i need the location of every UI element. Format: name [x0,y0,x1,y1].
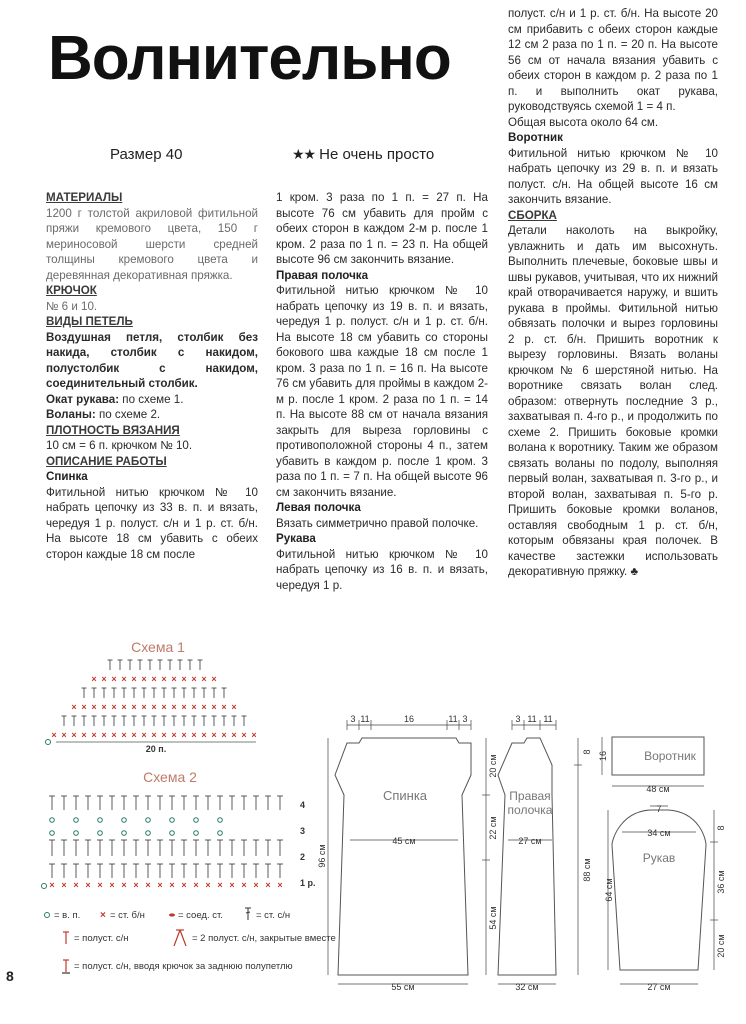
legend-stbn-icon: × [100,910,106,921]
stbn-mark: × [193,880,199,890]
sleeve-height-mid: 36 см [716,870,726,894]
star-icon: ★★ [292,146,316,162]
stbn-mark: × [73,880,79,890]
legend-vp-icon [45,913,50,918]
stbn-mark: × [121,702,127,712]
chain-loop-icon [194,831,199,836]
stbn-mark: × [191,674,197,684]
st-mark [178,660,183,670]
back-height-bottom: 54 см [488,906,498,930]
back-top-w5: 3 [462,714,468,724]
density-heading: ПЛОТНОСТЬ ВЯЗАНИЯ [46,423,180,437]
collar-text: Фитильной нитью крючком № 10 набрать цепочку из 29 в. п. и вязать полуст. с/н. На общей высоте 16 см закончить вязание. [508,146,718,206]
back-width-mid: 45 см [392,836,416,846]
st-column [205,796,211,878]
stbn-mark: × [217,880,223,890]
stbn-mark: × [161,674,167,684]
front-top-w1: 3 [515,714,521,724]
st-mark [172,688,177,698]
chain-loop-icon [122,831,127,836]
stbn-mark: × [131,674,137,684]
st-column [241,796,247,878]
page-number: 8 [6,968,14,984]
stbn-mark: × [201,674,207,684]
stbn-mark: × [71,730,77,740]
stbn-mark: × [71,702,77,712]
st-mark [172,716,177,726]
stbn-mark: × [121,880,127,890]
difficulty-text: Не очень просто [319,146,435,163]
chain-loop-icon [146,818,151,823]
legend-two-polust: = 2 полуст. с/н, закрытые вместе [192,933,336,944]
st-mark [202,716,207,726]
back-top-w4: 11 [448,714,458,724]
left-front-text: Вязать симметрично правой полочке. [276,516,479,530]
chain-loop-icon [170,818,175,823]
work-heading: ОПИСАНИЕ РАБОТЫ [46,454,167,468]
stbn-mark: × [91,702,97,712]
stbn-mark: × [101,702,107,712]
st-column [133,796,139,878]
stbn-mark: × [91,674,97,684]
legend-polust: = полуст. с/н [74,933,129,944]
st-column [193,796,199,878]
front-width-bottom: 32 см [515,982,539,992]
stbn-mark: × [169,880,175,890]
stbn-mark: × [191,702,197,712]
start-loop-icon [42,884,47,889]
st-mark [142,688,147,698]
stbn-mark: × [109,880,115,890]
front-top-w3: 11 [543,714,553,724]
stbn-mark: × [211,702,217,712]
back-height-top: 20 см [488,754,498,778]
stbn-mark: × [161,730,167,740]
st-mark [112,688,117,698]
st-mark [192,688,197,698]
stbn-mark: × [211,730,217,740]
stbn-mark: × [61,730,67,740]
front-label-1: Правая [509,789,551,803]
collar-width: 48 см [646,784,670,794]
scheme1-chart [46,660,257,745]
legend-soed-icon [169,913,175,916]
stbn-mark: × [241,730,247,740]
page-title: Волнительно [48,24,451,93]
stbn-mark: × [231,730,237,740]
st-mark [138,660,143,670]
density-text: 10 см = 6 п. крючком № 10. [46,439,193,452]
stbn-mark: × [221,730,227,740]
st-column [121,796,127,878]
stbn-mark: × [191,730,197,740]
st-mark [212,688,217,698]
st-mark [198,660,203,670]
st-column [145,796,151,878]
stbn-mark: × [133,880,139,890]
assembly-text: Детали наколоть на выкройку, увлажнить и дать им высохнуть. Выполнить плечевые, боковые швы и швы рукавов, учитывая, что их нижний край отворачивается наружу, и вшить рукава в проймы. Фитильной нитью обвязать полочки и вырез горловины 2 р. ст. б/н. Пришить воротник к вырезу горловины. Вязать воланы крючком № 6 шерстяной нитью. На воротнике связать волан след. образом: отвернуть последние 3 р., захватывая п. 4-го р., и продолжить по схеме 2. Пришить боковые кромки волана к воротнику. Таким же образом связать воланы по подолу, выполняя первый волан, захватывая п. 3-го р., и второй волан, захватывая п. 5-го р. Пришить боковые кромки воланов, оставляя свободным 1 р. ст. б/н, которым обвязаны края полочек. В качестве застежки использовать декоративную пряжку. ♣ [508,224,718,578]
stbn-mark: × [211,674,217,684]
st-mark [222,688,227,698]
st-mark [142,716,147,726]
legend-soed: = соед. ст. [178,910,223,921]
right-front-heading: Правая полочка [276,268,369,282]
st-mark [182,716,187,726]
back-text: Фитильной нитью крючком № 10 набрать цепочку из 33 в. п. и вязать, чередуя 1 р. полуст. с/н и 1 р. ст. б/н. На высоте 18 см убавить с обеих сторон каждые 18 см после [46,485,258,561]
stbn-mark: × [49,880,55,890]
st-mark [62,716,67,726]
st-mark [162,688,167,698]
hook-text: № 6 и 10. [46,299,98,313]
stbn-mark: × [241,880,247,890]
stbn-mark: × [151,702,157,712]
stbn-mark: × [131,702,137,712]
stbn-mark: × [161,702,167,712]
st-mark [162,716,167,726]
legend-two-polust-icon [174,930,186,946]
st-mark [82,688,87,698]
sleeve-width-mid: 34 см [647,828,671,838]
st-mark [148,660,153,670]
st-mark [112,716,117,726]
st-column [265,796,271,878]
legend-vp: = в. п. [54,910,81,921]
chain-loop-icon [122,818,127,823]
chain-loop-icon [50,831,55,836]
back-top-w2: 11 [360,714,370,724]
legend-polust-icon [63,932,69,944]
chain-loop-icon [146,831,151,836]
st-column [181,796,187,878]
stbn-mark: × [181,674,187,684]
collar-height: 16 [598,750,608,762]
stbn-mark: × [221,702,227,712]
assembly-heading: СБОРКА [508,208,557,222]
st-mark [188,660,193,670]
scheme1-title: Схема 1 [131,639,185,655]
sleeves-text: Фитильной нитью крючком № 10 набрать цепочку из 16 в. п. и вязать, чередуя 1 р. [276,547,488,592]
scheme2-title: Схема 2 [143,769,197,785]
chain-loop-icon [98,818,103,823]
st-mark [132,688,137,698]
stbn-mark: × [171,730,177,740]
materials-heading: МАТЕРИАЛЫ [46,191,123,204]
total-height-text: Общая высота около 64 см. [508,115,659,129]
legend-polust-back: = полуст. с/н, вводя крючок за заднюю полупетлю [74,961,293,972]
chain-loop-icon [74,818,79,823]
st-mark [102,716,107,726]
st-column [109,796,115,878]
stbn-mark: × [205,880,211,890]
legend-stbn: = ст. б/н [110,910,145,921]
left-front-heading: Левая полочка [276,501,361,514]
stbn-mark: × [141,730,147,740]
st-mark [118,660,123,670]
sleeve-label: Рукав [642,851,676,865]
volany-label: Воланы: [46,408,96,421]
st-mark [152,716,157,726]
sleeve-height-bottom: 20 см [716,934,726,958]
stbn-mark: × [101,730,107,740]
legend-stsn-icon [245,908,251,920]
okat-label: Окат рукава: [46,392,120,406]
loops-text: Воздушная петля, столбик без накида, столбик с накидом, полустолбик с накидом, соединительный столбик. [46,330,258,390]
st-column [253,796,259,878]
stbn-mark: × [131,730,137,740]
st-mark [122,688,127,698]
st-column [277,796,283,878]
scheme2-row-2: 2 [300,852,306,862]
stbn-mark: × [61,880,67,890]
st-mark [122,716,127,726]
back-top-w3: 16 [403,714,415,724]
st-mark [222,716,227,726]
stbn-mark: × [181,730,187,740]
collar-heading: Воротник [508,131,563,144]
st-mark [72,716,77,726]
hook-heading: КРЮЧОК [46,284,97,297]
stbn-mark: × [151,674,157,684]
front-outline [498,738,556,975]
back-height-total: 96 см [317,844,327,868]
stbn-mark: × [111,702,117,712]
st-column [157,796,163,878]
st-column [229,796,235,878]
stbn-mark: × [81,730,87,740]
st-column [169,796,175,878]
pattern-labels [317,714,726,992]
st-column [61,796,67,878]
stbn-mark: × [101,674,107,684]
stbn-mark: × [121,674,127,684]
stbn-mark: × [157,880,163,890]
stbn-mark: × [81,702,87,712]
st-column [217,796,223,878]
collar-label: Воротник [644,749,696,763]
stbn-mark: × [181,702,187,712]
sleeve-height-total: 64 см [604,878,614,902]
st-mark [192,716,197,726]
back-outline [335,738,471,975]
sleeve-top: 7 [656,804,662,814]
stbn-mark: × [51,730,57,740]
stbn-mark: × [253,880,259,890]
st-mark [182,688,187,698]
sleeves-text-continued: полуст. с/н и 1 р. ст. б/н. На высоте 20 см прибавить с обеих сторон каждые 12 см 2 раза по 1 п. = 20 п. На высоте 56 см от начала вязания убавить с обеих сторон в каждом р. 2 раза по 1 п. и выполнить окат рукава, руководствуясь схемой 1 = 4 п. [508,7,718,113]
st-mark [242,716,247,726]
st-column [85,796,91,878]
st-mark [168,660,173,670]
stbn-mark: × [111,674,117,684]
okat-value: по схеме 1. [119,392,184,406]
st-column [97,796,103,878]
back-height-mid: 22 см [488,816,498,840]
stbn-mark: × [151,730,157,740]
stbn-mark: × [229,880,235,890]
st-mark [102,688,107,698]
stbn-mark: × [171,702,177,712]
st-column [49,796,55,878]
sleeve-width-bottom: 27 см [647,982,671,992]
stbn-mark: × [181,880,187,890]
stbn-mark: × [85,880,91,890]
scheme2-row-3: 3 [300,826,306,836]
st-mark [202,688,207,698]
legend-polust-back-icon [62,960,70,973]
st-mark [152,688,157,698]
scheme1-count: 20 п. [145,744,167,754]
front-width-mid: 27 см [518,836,542,846]
back-top-w1: 3 [350,714,356,724]
stbn-mark: × [265,880,271,890]
legend-stsn: = ст. с/н [256,910,291,921]
stbn-mark: × [201,730,207,740]
st-mark [108,660,113,670]
st-column [73,796,79,878]
stbn-mark: × [231,702,237,712]
st-mark [92,688,97,698]
stbn-mark: × [277,880,283,890]
stbn-mark: × [251,730,257,740]
back-heading: Спинка [46,470,88,483]
front-height-neck: 8 [582,749,592,755]
stbn-mark: × [121,730,127,740]
chain-loop-icon [170,831,175,836]
sleeve-height-top: 8 [716,825,726,831]
stbn-mark: × [145,880,151,890]
stbn-mark: × [91,730,97,740]
chain-loop-icon [194,818,199,823]
stbn-mark: × [141,674,147,684]
stbn-mark: × [201,702,207,712]
st-mark [128,660,133,670]
chain-loop-icon [218,831,223,836]
loops-heading: ВИДЫ ПЕТЕЛЬ [46,315,133,328]
stbn-mark: × [97,880,103,890]
legend-symbols [45,908,336,973]
st-mark [132,716,137,726]
scheme2-row-1: 1 р. [300,878,316,888]
st-mark [212,716,217,726]
start-loop-icon [46,740,51,745]
scheme2-chart [42,796,284,890]
right-front-text: Фитильной нитью крючком № 10 набрать цепочку из 19 в. п. и вязать, чередуя 1 р. полуст. с/н и 1 р. ст. б/н. На высоте 18 см убавить со стороны бокового шва каждые 18 см после 1 кром. 3 раза по 1 п. = 16 п. На высоте 76 см убавить для проймы в каждом 2-м р. после 1 кром. 2 раза по 1 п. = 14 п. На высоте 88 см от начала вязания закрыть для выреза горловины с противоположной стороны 4 п., затем убавить в каждом р. после 1 кром. 3 раза по 1 п. = 7 п. На общей высоте 96 см закончить вязание. [276,284,488,499]
chain-loop-icon [98,831,103,836]
front-top-w2: 11 [527,714,537,724]
stbn-mark: × [141,702,147,712]
chain-loop-icon [74,831,79,836]
st-mark [232,716,237,726]
scheme2-row-4: 4 [300,800,306,810]
back-width-bottom: 55 см [391,982,415,992]
materials-text: 1200 г толстой акриловой фитильной пряжи кремового цвета, 150 г мериносовой шерсти средней толщины кремового цвета и деревянная декоративная пряжка. [46,206,258,282]
size-label: Размер 40 [110,146,183,163]
st-mark [92,716,97,726]
sleeves-heading: Рукава [276,532,316,545]
back-label: Спинка [382,788,428,803]
front-label-2: полочка [507,803,553,817]
front-height-total: 88 см [582,858,592,882]
st-mark [82,716,87,726]
chain-loop-icon [50,818,55,823]
stbn-mark: × [171,674,177,684]
back-text-continued: 1 кром. 3 раза по 1 п. = 27 п. На высоте 76 см убавить для пройм с обеих сторон в каждом 2-м р. после 1 кром. 2 раза по 1 п. = 23 п. На общей высоте 96 см закончить вязание. [276,191,488,266]
st-mark [158,660,163,670]
stbn-mark: × [111,730,117,740]
volany-value: по схеме 2. [95,408,161,421]
chain-loop-icon [218,818,223,823]
